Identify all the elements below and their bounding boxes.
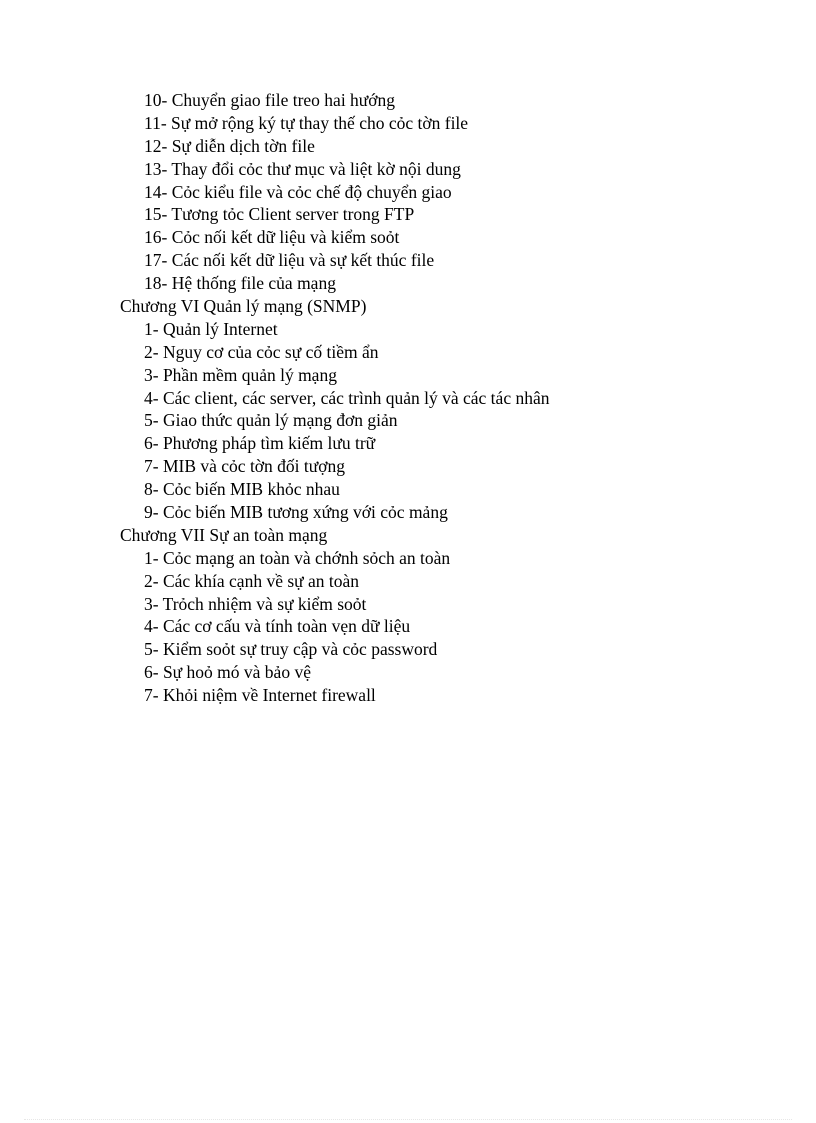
list-item: 5- Kiểm soỏt sự truy cập và cỏc password <box>144 639 438 660</box>
list-item: 16- Cỏc nối kết dữ liệu và kiểm soỏt <box>144 227 400 248</box>
list-item: 10- Chuyển giao file treo hai hướng <box>144 90 396 110</box>
list-item: 15- Tương tỏc Client server trong FTP <box>144 204 415 225</box>
page-bottom-divider <box>24 1119 792 1120</box>
list-item: 2- Nguy cơ của cỏc sự cố tiềm ẩn <box>144 341 379 362</box>
list-item: 1- Quản lý Internet <box>144 318 278 339</box>
list-item: 3- Phần mềm quản lý mạng <box>144 364 337 385</box>
list-item: 13- Thay đổi cỏc thư mục và liệt kờ nội dung <box>144 158 461 179</box>
list-item: 3- Trỏch nhiệm và sự kiểm soỏt <box>144 593 367 614</box>
table-of-contents <box>120 89 800 707</box>
list-item: 11- Sự mở rộng ký tự thay thế cho cỏc tờn file <box>144 112 469 133</box>
list-item: 7- Khỏi niệm về Internet firewall <box>144 685 376 706</box>
list-item: 6- Phương pháp tìm kiếm lưu trữ <box>144 433 376 454</box>
chapter-6-heading: Chương VI Quản lý mạng (SNMP) <box>120 296 367 317</box>
chapter-7-heading: Chương VII Sự an toàn mạng <box>120 524 328 545</box>
list-item: 9- Cỏc biến MIB tương xứng với cỏc mảng <box>144 502 448 523</box>
list-item: 6- Sự hoỏ mó và bảo vệ <box>144 662 311 683</box>
list-item: 17- Các nối kết dữ liệu và sự kết thúc file <box>144 250 435 271</box>
list-item: 14- Cỏc kiểu file và cỏc chế độ chuyển giao <box>144 181 452 202</box>
list-item: 4- Các cơ cấu và tính toàn vẹn dữ liệu <box>144 616 411 637</box>
list-item: 1- Cỏc mạng an toàn và chớnh sỏch an toàn <box>144 547 451 568</box>
list-item: 18- Hệ thống file của mạng <box>144 273 336 294</box>
list-item: 8- Cỏc biến MIB khỏc nhau <box>144 479 340 500</box>
list-item: 4- Các client, các server, các trình quản lý và các tác nhân <box>144 387 550 408</box>
list-item: 2- Các khía cạnh về sự an toàn <box>144 570 360 591</box>
list-item: 5- Giao thức quản lý mạng đơn giản <box>144 410 398 431</box>
list-item: 12- Sự diễn dịch tờn file <box>144 135 315 156</box>
list-item: 7- MIB và cỏc tờn đối tượng <box>144 456 346 477</box>
